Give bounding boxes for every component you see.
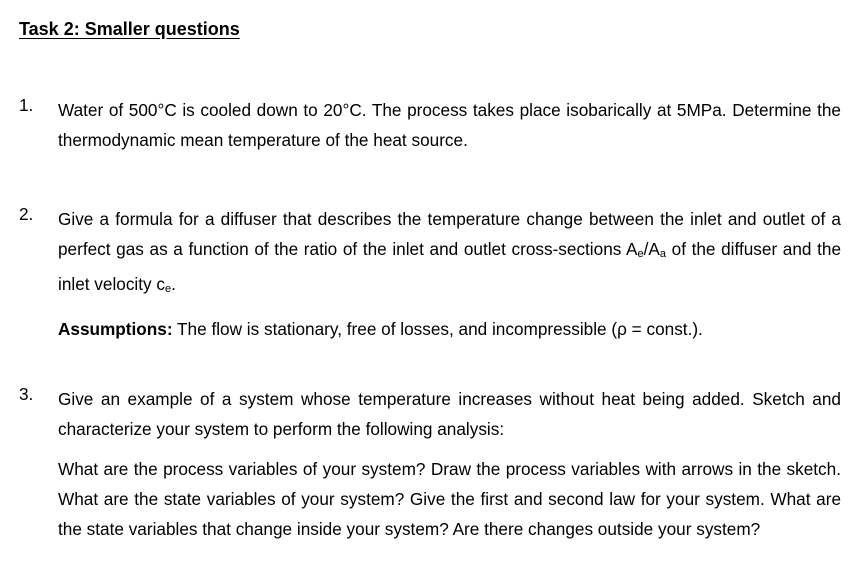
- assumptions-label: Assumptions:: [58, 319, 173, 339]
- question-text: Water of 500°C is cooled down to 20°C. The process takes place isobarically at 5MPa. Determine the thermodynamic mean temperature of the heat source.: [58, 100, 841, 150]
- question-text: Give a formula for a diffuser that describes the temperature change between the inlet and outlet of a perfect gas as a function of the ratio of the inlet and outlet cross-sections $A_e/A_a$ of the diffuser and the inlet velocity $c_e$.: [58, 209, 842, 295]
- question-3: [19, 384, 841, 544]
- question-1: [19, 95, 841, 155]
- question-number: 1.: [19, 95, 34, 115]
- analysis-text: What are the process variables of your system? Draw the process variables with arrows in the sketch. What are the state variables of your system? Give the first and second law for your system. What are the state variables that change inside your system? Are there changes outside your system?: [58, 459, 841, 539]
- task-title: Task 2: Smaller questions: [19, 19, 240, 39]
- question-2: [19, 204, 841, 344]
- question-number: 2.: [19, 204, 34, 224]
- question-number: 3.: [19, 384, 34, 404]
- question-text: Give an example of a system whose temperature increases without heat being added. Sketch and characterize your system to perform the following analysis:: [58, 389, 841, 439]
- assumptions-text: Assumptions: The flow is stationary, free of losses, and incompressible (ρ = const.).: [58, 319, 703, 339]
